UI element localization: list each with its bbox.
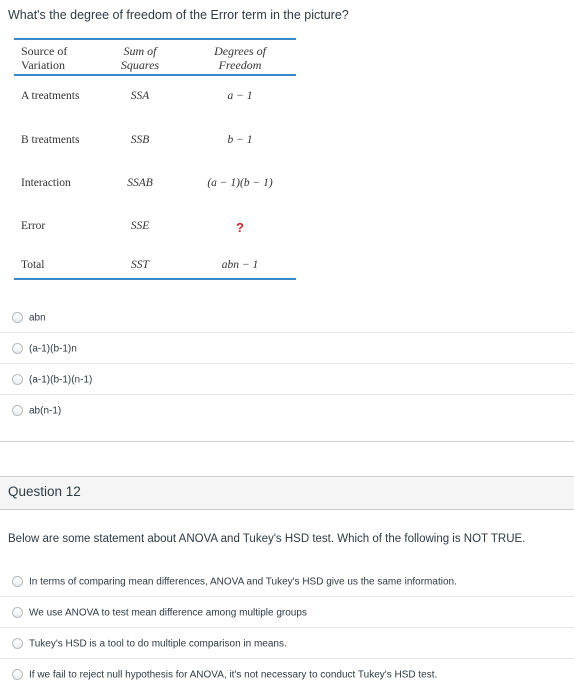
row-ss-error: SSE: [130, 220, 150, 232]
question-12-title: Question 12: [8, 484, 81, 499]
table-rule-bottom: [14, 278, 296, 280]
table-rule-mid: [14, 74, 296, 76]
option-label: In terms of comparing mean differences, ANOVA and Tukey's HSD give us the same information.: [29, 576, 457, 588]
row-source-a: A treatments: [21, 90, 80, 102]
row-source-interaction: Interaction: [21, 177, 71, 189]
q12-option-4[interactable]: [0, 660, 574, 690]
radio-icon[interactable]: [12, 638, 23, 649]
row-df-error-question-mark: ?: [236, 220, 244, 235]
row-ss-b: SSB: [130, 134, 150, 146]
row-df-b: b − 1: [227, 134, 253, 146]
option-label: abn: [29, 312, 46, 324]
q11-option-abn1[interactable]: [0, 396, 574, 426]
header-degrees-of-freedom: Degrees of Freedom: [214, 44, 266, 72]
question-12-header: [0, 476, 574, 510]
radio-icon[interactable]: [12, 607, 23, 618]
q12-option-2[interactable]: [0, 598, 574, 628]
option-label: If we fail to reject null hypothesis for ANOVA, it's not necessary to conduct Tukey's HSD test.: [29, 669, 438, 681]
question-12-text: Below are some statement about ANOVA and Tukey's HSD test. Which of the following is NOT TRUE.: [8, 533, 526, 545]
radio-icon[interactable]: [12, 374, 23, 385]
question-11-text: What's the degree of freedom of the Error term in the picture?: [8, 8, 349, 22]
option-label: (a-1)(b-1)n: [29, 343, 77, 355]
header-source: Source of Variation: [21, 44, 68, 72]
row-df-a: a − 1: [227, 90, 253, 102]
radio-icon[interactable]: [12, 669, 23, 680]
row-df-interaction: (a − 1)(b − 1): [207, 177, 273, 189]
header-sum-of-squares: Sum of Squares: [120, 44, 160, 72]
question-divider: [0, 441, 574, 442]
q12-option-1[interactable]: [0, 567, 574, 597]
q11-option-a1b1n[interactable]: [0, 334, 574, 364]
row-ss-interaction: SSAB: [127, 177, 153, 189]
option-label: ab(n-1): [29, 405, 62, 417]
option-label: Tukey's HSD is a tool to do multiple comparison in means.: [29, 638, 287, 650]
radio-icon[interactable]: [12, 312, 23, 323]
q11-option-a1b1n1[interactable]: [0, 365, 574, 395]
option-label: We use ANOVA to test mean difference among multiple groups: [29, 607, 307, 619]
radio-icon[interactable]: [12, 343, 23, 354]
row-ss-total: SST: [131, 259, 149, 271]
row-source-b: B treatments: [21, 134, 80, 146]
anova-table-image: [14, 38, 296, 282]
table-rule-top: [14, 38, 296, 40]
row-source-error: Error: [21, 220, 46, 232]
q12-option-3[interactable]: [0, 629, 574, 659]
radio-icon[interactable]: [12, 576, 23, 587]
option-label: (a-1)(b-1)(n-1): [29, 374, 93, 386]
row-df-total: abn − 1: [221, 259, 259, 271]
row-source-total: Total: [21, 259, 45, 271]
radio-icon[interactable]: [12, 405, 23, 416]
row-ss-a: SSA: [130, 90, 150, 102]
q11-option-abn[interactable]: [0, 303, 574, 333]
